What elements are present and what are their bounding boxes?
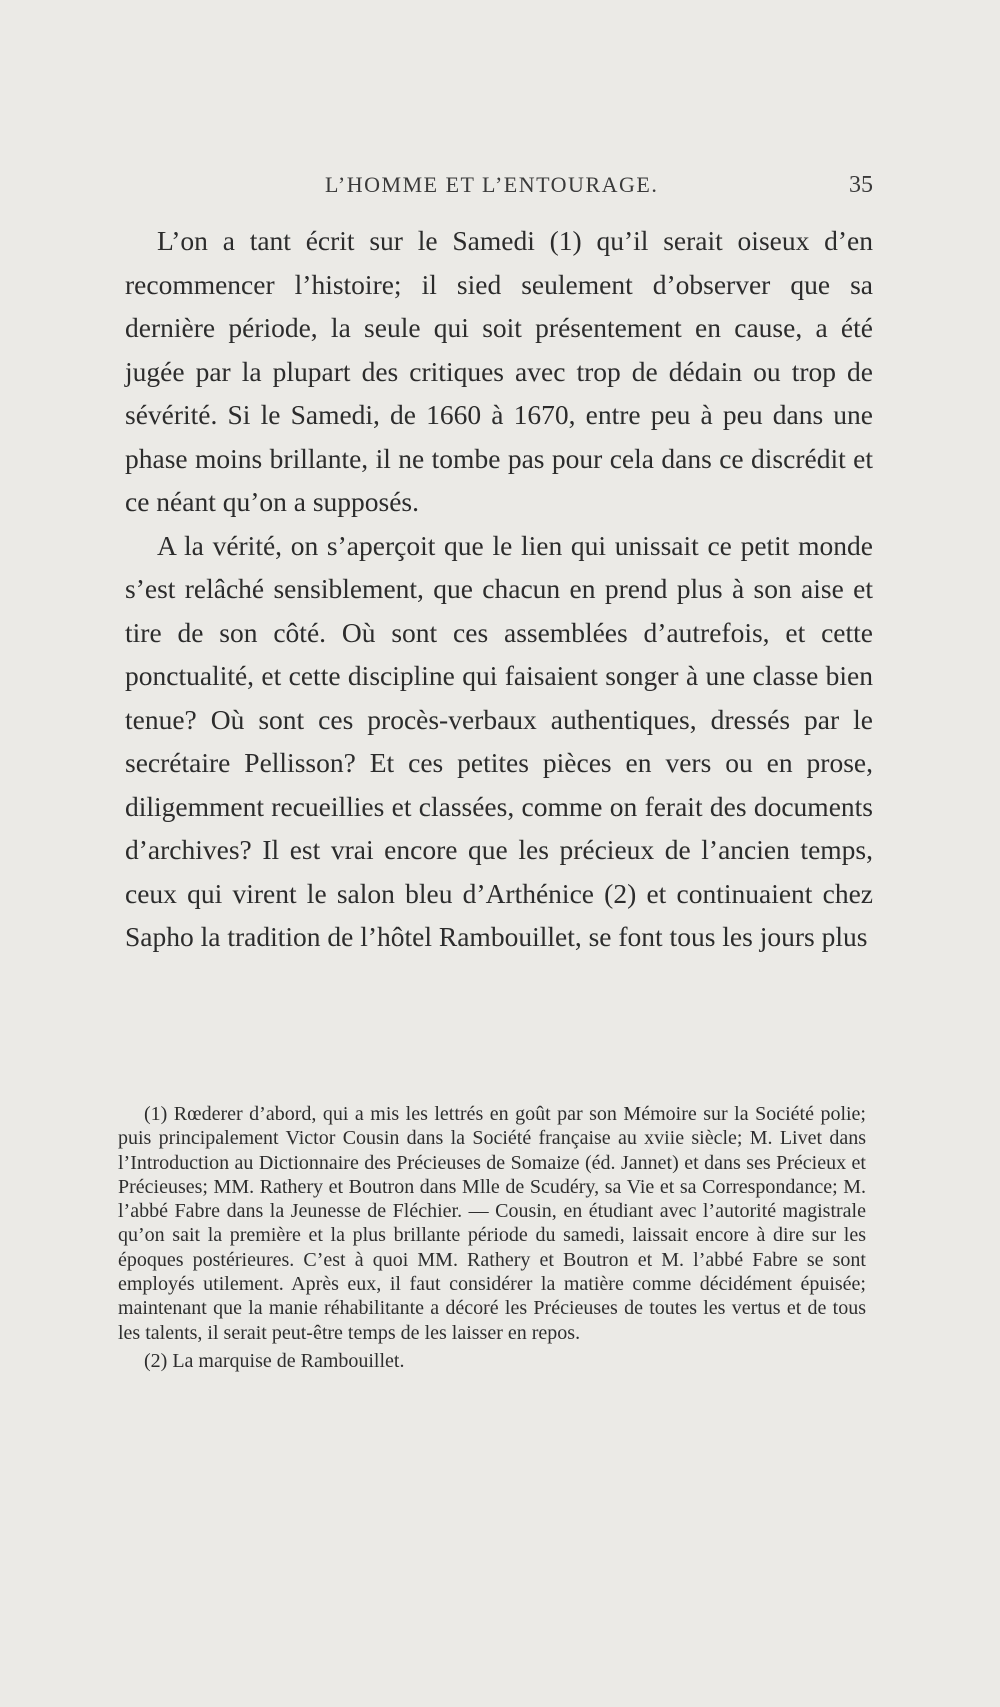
page-number: 35 bbox=[849, 172, 873, 198]
footnote-1: (1) Rœderer d’abord, qui a mis les lettrés en goût par son Mémoire sur la Société polie; puis principalement Victor Cousin dans la Société française au xviie siècle; M. Livet dans l’Introduction au Dictionnaire des Précieuses de Somaize (éd. Jannet) et dans ses Précieux et Précieuses; MM. Rathery et Boutron dans Mlle de Scudéry, sa Vie et sa Correspondance; M. l’abbé Fabre dans la Jeunesse de Fléchier. — Cousin, en étudiant avec l’autorité magistrale qu’on sait la première et la plus brillante période du samedi, laissait encore à dire sur les époques postérieures. C’est à quoi MM. Rathery et Boutron et M. l’abbé Fabre se sont employés utilement. Après eux, il faut considérer la matière comme décidément épuisée; maintenant que la manie réhabilitante a décoré les Précieuses de toutes les vertus et de tous les talents, il serait peut-être temps de les laisser en repos. bbox=[118, 1103, 866, 1344]
running-title: L’HOMME ET L’ENTOURAGE. bbox=[325, 172, 659, 197]
page-header bbox=[125, 172, 873, 212]
main-text bbox=[125, 219, 873, 959]
footnote-2: (2) La marquise de Rambouillet. bbox=[144, 1349, 405, 1372]
footnotes bbox=[118, 1102, 866, 1373]
paragraph: A la vérité, on s’aperçoit que le lien qui unissait ce petit monde s’est relâché sensiblement, que chacun en prend plus à son aise et tire de son côté. Où sont ces assemblées d’autrefois, et cette ponctualité, et cette discipline qui faisaient songer à une classe bien tenue? Où sont ces procès-verbaux authentiques, dressés par le secrétaire Pellisson? Et ces petites pièces en vers ou en prose, diligemment recueillies et classées, comme on ferait des documents d’archives? Il est vrai encore que les précieux de l’ancien temps, ceux qui virent le salon bleu d’Arthénice (2) et continuaient chez Sapho la tradition de l’hôtel Rambouillet, se font tous les jours plus bbox=[125, 529, 873, 952]
paragraph: L’on a tant écrit sur le Samedi (1) qu’il serait oiseux d’en recommencer l’histoire; il sied seulement d’observer que sa dernière période, la seule qui soit présentement en cause, a été jugée par la plupart des critiques avec trop de dédain ou trop de sévérité. Si le Samedi, de 1660 à 1670, entre peu à peu dans une phase moins brillante, il ne tombe pas pour cela dans ce discrédit et ce néant qu’on a supposés. bbox=[125, 225, 873, 517]
